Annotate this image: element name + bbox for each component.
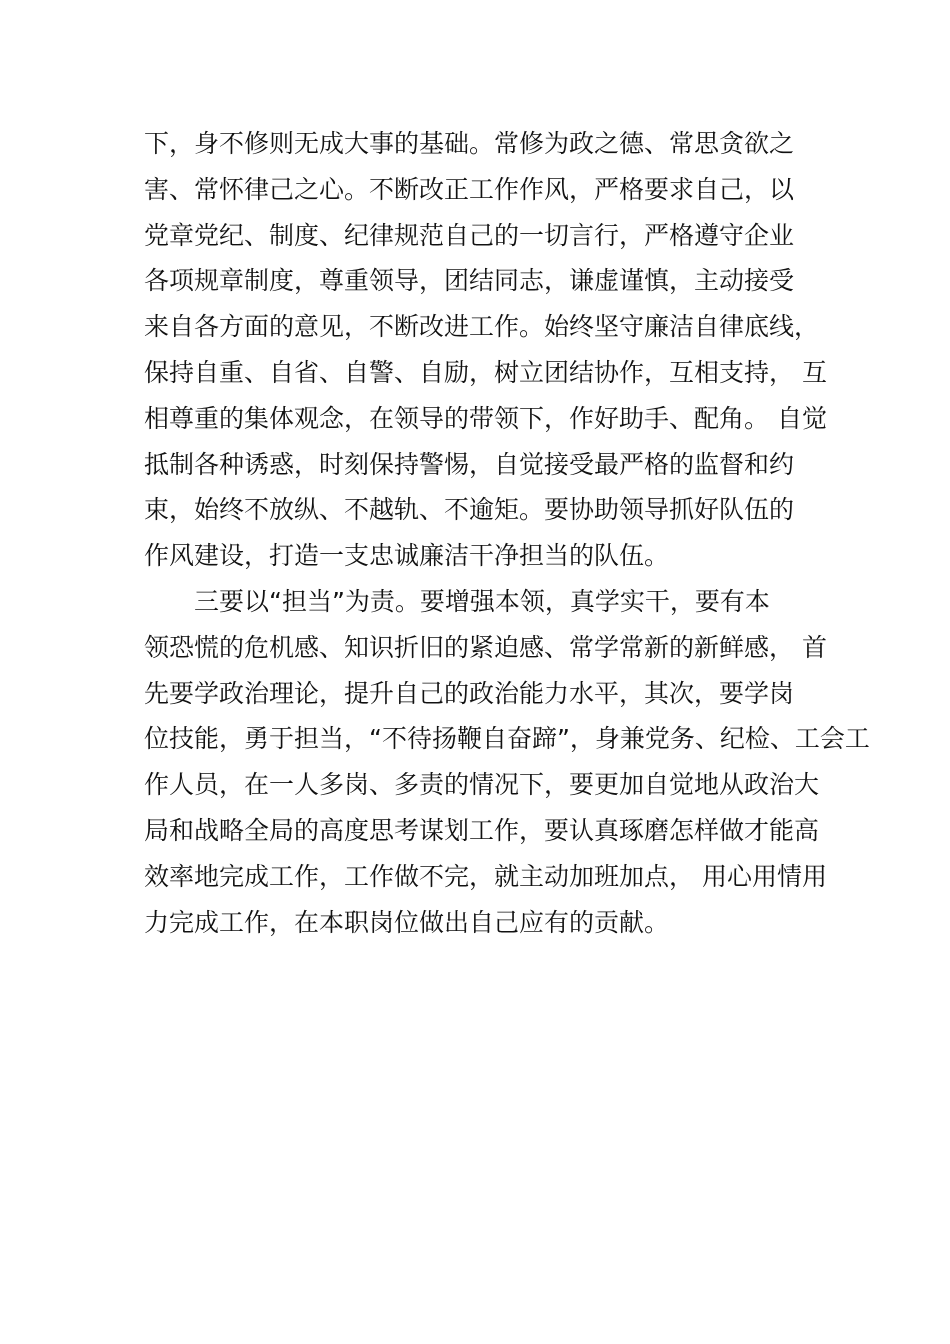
text-line: 先要学政治理论，提升自己的政治能力水平，其次，要学岗 — [144, 678, 795, 708]
text-line: 作人员，在一人多岗、多责的情况下，要更加自觉地从政治大 — [144, 770, 820, 800]
text-line: 作风建设，打造一支忠诚廉洁干净担当的队伍。 — [144, 541, 670, 571]
text-line: 位技能，勇于担当，“不待扬鞭自奋蹄”，身兼党务、纪检、工会工 — [144, 724, 870, 754]
text-line: 抵制各种诱惑，时刻保持警惕，自觉接受最严格的监督和约 — [144, 449, 795, 479]
body-text — [144, 121, 870, 945]
text-line: 力完成工作，在本职岗位做出自己应有的贡献。 — [144, 907, 670, 937]
text-line: 保持自重、自省、自警、自励，树立团结协作，互相支持， 互 — [144, 357, 827, 387]
paragraph-start-line: 三要以“担当”为责。要增强本领，真学实干，要有本 — [144, 586, 770, 616]
text-line: 领恐慌的危机感、知识折旧的紧迫感、常学常新的新鲜感， 首 — [144, 632, 827, 662]
text-line: 下，身不修则无成大事的基础。常修为政之德、常思贪欲之 — [144, 129, 795, 158]
text-line: 相尊重的集体观念，在领导的带领下，作好助手、配角。 自觉 — [144, 403, 827, 433]
text-line: 各项规章制度，尊重领导，团结同志，谦虚谨慎，主动接受 — [144, 266, 795, 296]
text-line: 害、常怀律己之心。不断改正工作作风，严格要求自己，以 — [144, 174, 795, 204]
text-line: 来自各方面的意见，不断改进工作。始终坚守廉洁自律底线， — [144, 312, 820, 342]
text-line: 束，始终不放纵、不越轨、不逾矩。要协助领导抓好队伍的 — [144, 495, 795, 525]
text-line: 党章党纪、制度、纪律规范自己的一切言行，严格遵守企业 — [144, 220, 795, 250]
text-line: 局和战略全局的高度思考谋划工作，要认真琢磨怎样做才能高 — [144, 815, 820, 845]
text-line: 效率地完成工作，工作做不完，就主动加班加点， 用心用情用 — [144, 861, 827, 891]
